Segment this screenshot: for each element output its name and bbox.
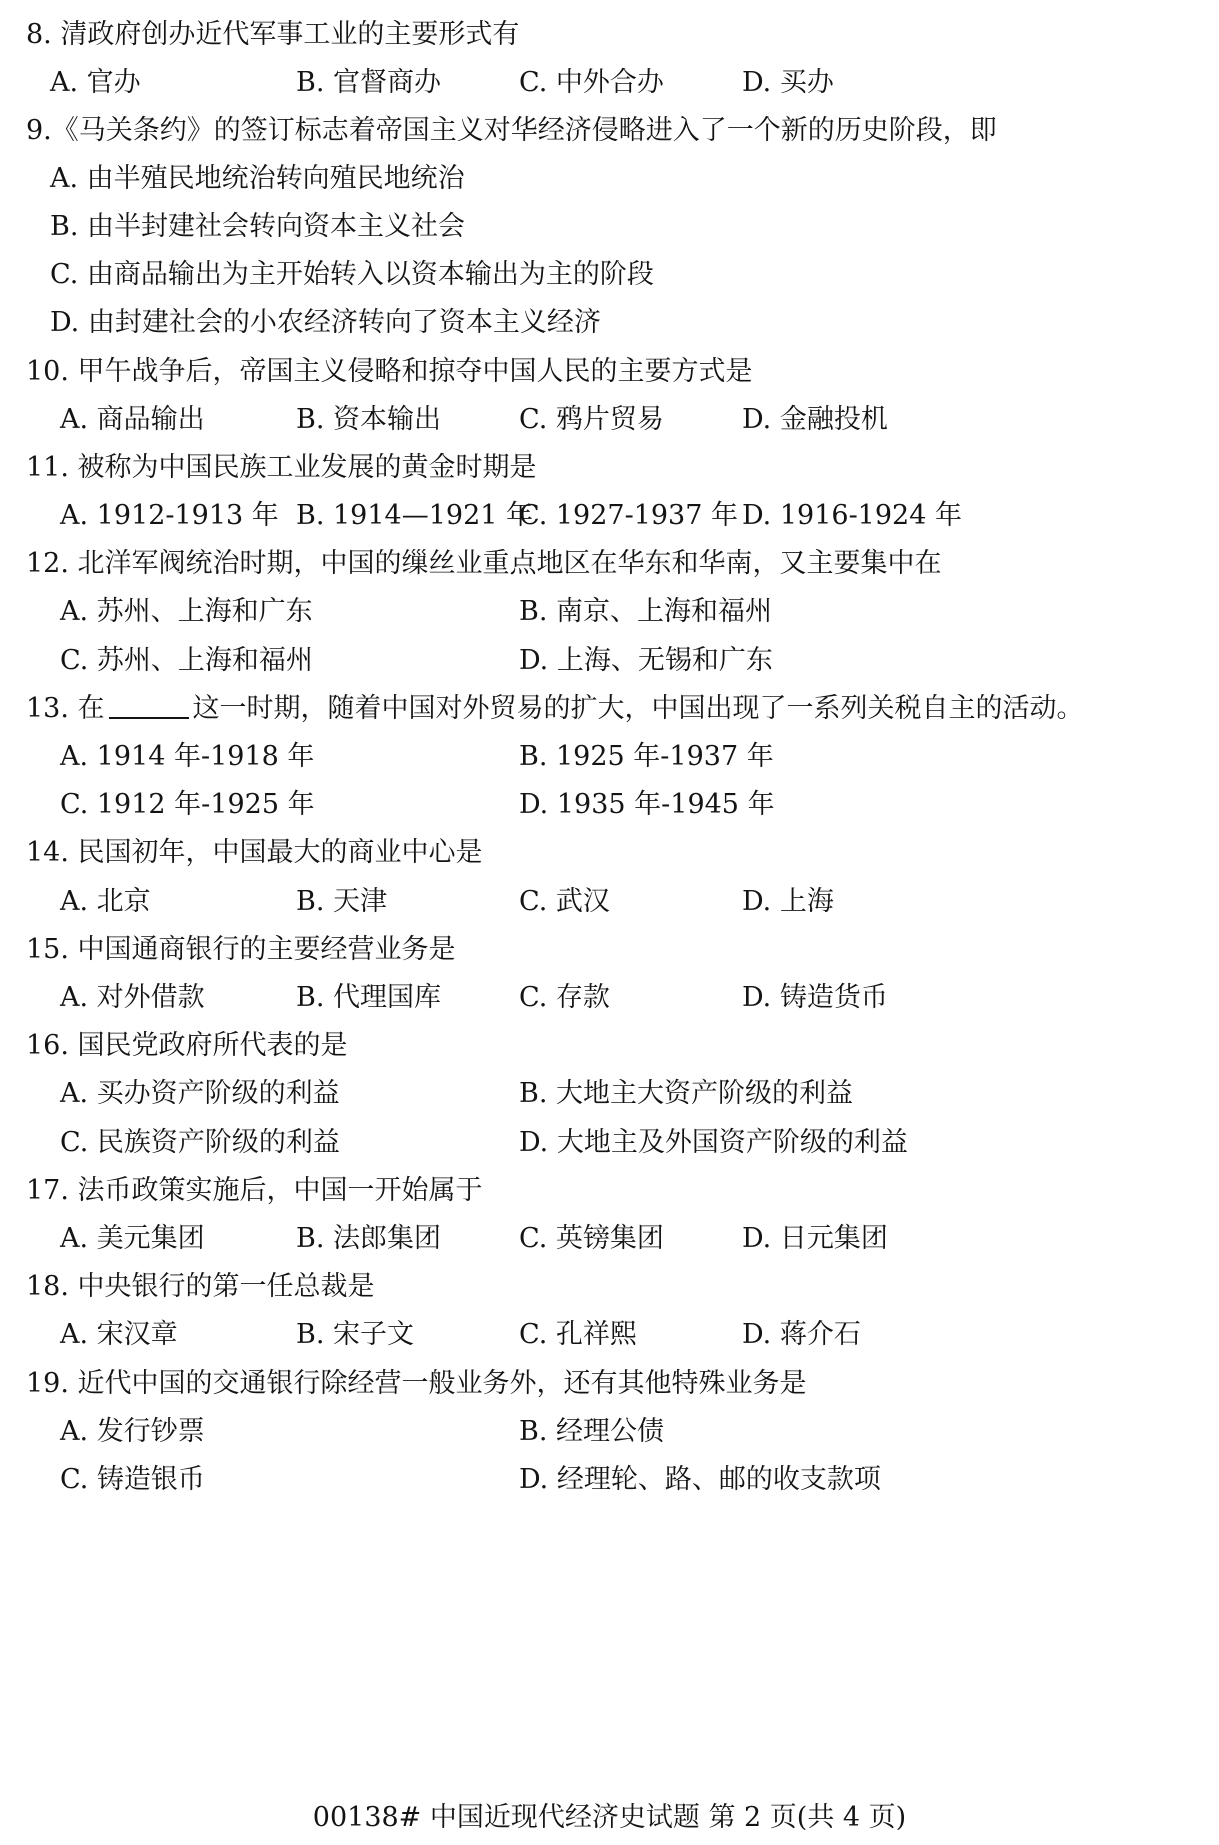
question-stem: 16. 国民党政府所代表的是 <box>26 1030 348 1061</box>
question-14-options-row <box>0 884 1219 920</box>
question-stem: 9.《马关条约》的签订标志着帝国主义对华经济侵略进入了一个新的历史阶段，即 <box>26 115 997 146</box>
question-16-options-row-1 <box>0 1076 1219 1112</box>
option-b: B. 资本输出 <box>296 404 442 435</box>
option-d: D. 蒋介石 <box>742 1319 861 1350</box>
question-19-options-row-1 <box>0 1414 1219 1450</box>
question-stem: 10. 甲午战争后，帝国主义侵略和掠夺中国人民的主要方式是 <box>26 356 753 387</box>
question-stem: 14. 民国初年，中国最大的商业中心是 <box>26 837 483 868</box>
option-b: B. 1914—1921 年 <box>296 500 534 531</box>
option-a: A. 北京 <box>60 886 151 917</box>
option-c: C. 武汉 <box>519 886 610 917</box>
question-16-options-row-2 <box>0 1125 1219 1161</box>
question-18-options-row <box>0 1317 1219 1353</box>
question-10-stem-row <box>0 354 1219 390</box>
option-a: A. 美元集团 <box>60 1223 205 1254</box>
question-stem: 11. 被称为中国民族工业发展的黄金时期是 <box>26 452 537 483</box>
question-stem: 18. 中央银行的第一任总裁是 <box>26 1271 375 1302</box>
question-9-option-a-row <box>0 161 1219 197</box>
option-b: B. 南京、上海和福州 <box>519 596 773 627</box>
option-c: C. 存款 <box>519 982 610 1013</box>
question-stem: 12. 北洋军阀统治时期，中国的缫丝业重点地区在华东和华南，又主要集中在 <box>26 548 942 579</box>
option-c: C. 中外合办 <box>519 67 664 98</box>
question-14-stem-row <box>0 835 1219 871</box>
option-a: A. 1914 年-1918 年 <box>60 741 315 772</box>
question-9-option-c-row <box>0 257 1219 293</box>
option-c: C. 铸造银币 <box>60 1464 205 1495</box>
question-16-stem-row <box>0 1028 1219 1064</box>
question-13-options-row-1 <box>0 739 1219 775</box>
option-d: D. 经理轮、路、邮的收支款项 <box>519 1464 881 1495</box>
question-12-options-row-2 <box>0 643 1219 679</box>
option-b: B. 天津 <box>296 886 388 917</box>
option-d: D. 上海 <box>742 886 834 917</box>
question-18-stem-row <box>0 1269 1219 1305</box>
option-a: A. 官办 <box>50 67 141 98</box>
option-c: C. 由商品输出为主开始转入以资本输出为主的阶段 <box>50 259 654 290</box>
option-c: C. 1927-1937 年 <box>519 500 738 531</box>
option-b: B. 由半封建社会转向资本主义社会 <box>50 211 466 242</box>
option-c: C. 民族资产阶级的利益 <box>60 1127 340 1158</box>
question-8-stem-row <box>0 17 1219 53</box>
option-c: C. 1912 年-1925 年 <box>60 789 315 820</box>
page-footer: 00138# 中国近现代经济史试题 第 2 页(共 4 页) <box>312 1802 907 1833</box>
option-a: A. 宋汉章 <box>60 1319 178 1350</box>
question-stem <box>26 691 1084 727</box>
option-c: C. 孔祥熙 <box>519 1319 637 1350</box>
option-a: A. 1912-1913 年 <box>60 500 279 531</box>
option-a: A. 买办资产阶级的利益 <box>60 1078 340 1109</box>
option-c: C. 苏州、上海和福州 <box>60 645 313 676</box>
question-stem: 19. 近代中国的交通银行除经营一般业务外，还有其他特殊业务是 <box>26 1368 807 1399</box>
question-9-option-d-row <box>0 305 1219 341</box>
question-15-options-row <box>0 980 1219 1016</box>
option-d: D. 由封建社会的小农经济转向了资本主义经济 <box>50 307 601 338</box>
question-19-options-row-2 <box>0 1462 1219 1498</box>
question-12-stem-row <box>0 546 1219 582</box>
option-b: B. 官督商办 <box>296 67 442 98</box>
option-d: D. 大地主及外国资产阶级的利益 <box>519 1127 908 1158</box>
question-17-options-row <box>0 1221 1219 1257</box>
option-a: A. 发行钞票 <box>60 1416 205 1447</box>
question-stem: 17. 法币政策实施后，中国一开始属于 <box>26 1175 483 1206</box>
option-b: B. 1925 年-1937 年 <box>519 741 774 772</box>
option-c: C. 鸦片贸易 <box>519 404 664 435</box>
option-c: C. 英镑集团 <box>519 1223 664 1254</box>
option-b: B. 代理国库 <box>296 982 442 1013</box>
option-d: D. 买办 <box>742 67 834 98</box>
option-a: A. 由半殖民地统治转向殖民地统治 <box>50 163 465 194</box>
option-b: B. 宋子文 <box>296 1319 415 1350</box>
question-12-options-row-1 <box>0 594 1219 630</box>
option-d: D. 1916-1924 年 <box>742 500 962 531</box>
question-stem-after-blank: 这一时期，随着中国对外贸易的扩大，中国出现了一系列关税自主的活动。 <box>192 693 1084 724</box>
option-d: D. 铸造货币 <box>742 982 888 1013</box>
fill-in-blank <box>109 693 189 719</box>
question-9-option-b-row <box>0 209 1219 245</box>
option-b: B. 大地主大资产阶级的利益 <box>519 1078 854 1109</box>
question-stem: 8. 清政府创办近代军事工业的主要形式有 <box>26 19 520 50</box>
option-d: D. 上海、无锡和广东 <box>519 645 773 676</box>
question-17-stem-row <box>0 1173 1219 1209</box>
option-d: D. 日元集团 <box>742 1223 888 1254</box>
question-8-options-row <box>0 65 1219 101</box>
option-b: B. 法郎集团 <box>296 1223 442 1254</box>
option-d: D. 金融投机 <box>742 404 888 435</box>
question-stem-before-blank: 13. 在 <box>26 693 105 724</box>
question-15-stem-row <box>0 932 1219 968</box>
option-a: A. 商品输出 <box>60 404 205 435</box>
option-b: B. 经理公债 <box>519 1416 665 1447</box>
question-13-options-row-2 <box>0 787 1219 823</box>
question-11-stem-row <box>0 450 1219 486</box>
option-a: A. 苏州、上海和广东 <box>60 596 313 627</box>
option-a: A. 对外借款 <box>60 982 205 1013</box>
question-13-stem-row <box>0 691 1219 727</box>
question-stem: 15. 中国通商银行的主要经营业务是 <box>26 934 456 965</box>
option-d: D. 1935 年-1945 年 <box>519 789 775 820</box>
question-19-stem-row <box>0 1366 1219 1402</box>
question-10-options-row <box>0 402 1219 438</box>
question-11-options-row <box>0 498 1219 534</box>
question-9-stem-row <box>0 113 1219 149</box>
